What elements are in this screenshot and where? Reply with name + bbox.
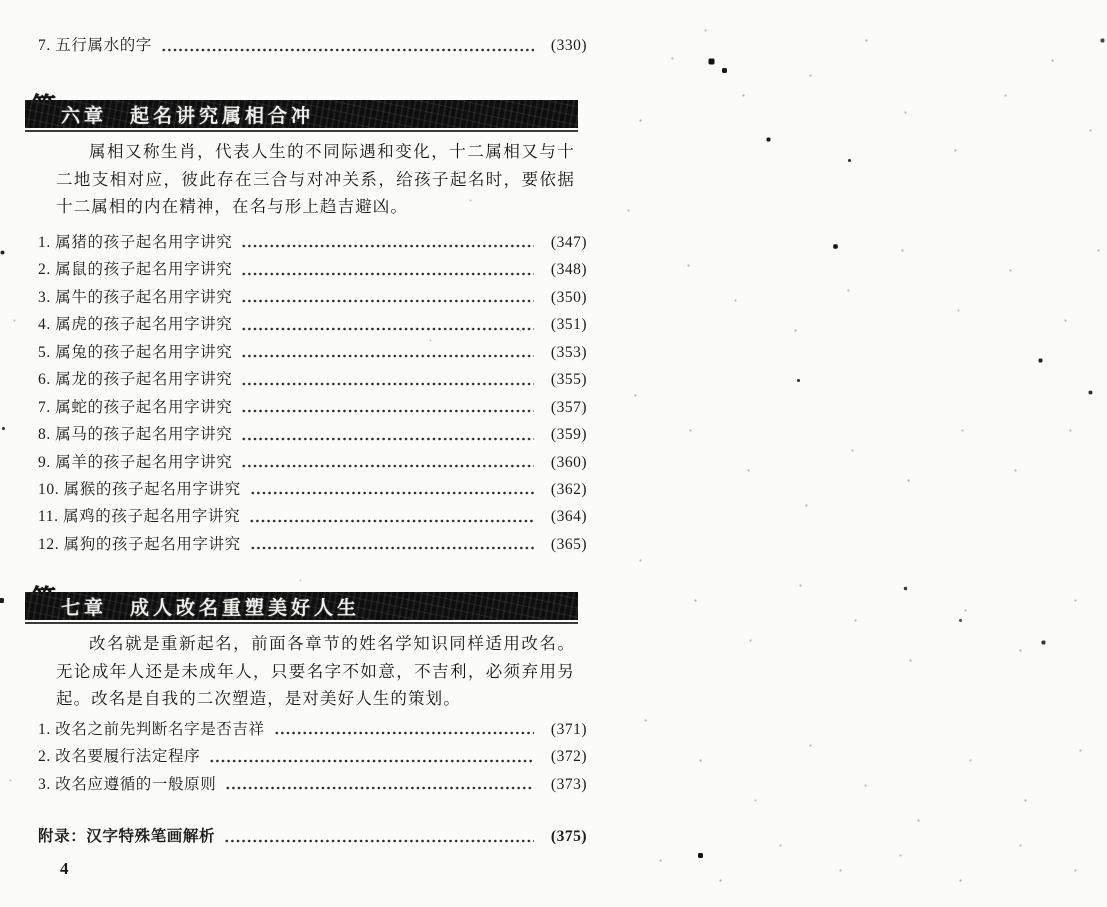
banner-underline bbox=[25, 622, 578, 624]
toc-entry bbox=[38, 740, 587, 767]
appendix-page: (375) bbox=[550, 828, 587, 845]
chapter7-toc-list bbox=[38, 713, 587, 795]
dot-leader bbox=[209, 758, 534, 764]
toc-entry-label: 3. 改名应遵循的一般原则 bbox=[38, 775, 217, 793]
toc-entry-page: (373) bbox=[550, 775, 587, 793]
toc-entry bbox=[38, 33, 587, 57]
dot-leader bbox=[241, 271, 534, 277]
toc-entry-label: 10. 属猴的孩子起名用字讲究 bbox=[38, 480, 241, 498]
toc-entry-page: (330) bbox=[550, 37, 587, 54]
toc-entry-page: (357) bbox=[550, 398, 587, 416]
banner-underline bbox=[25, 130, 578, 132]
toc-entry-page: (362) bbox=[550, 480, 587, 498]
chapter6-title-bar bbox=[25, 100, 578, 128]
dot-leader bbox=[250, 545, 534, 551]
toc-entry-page: (351) bbox=[550, 316, 587, 334]
toc-entry bbox=[38, 253, 587, 280]
toc-entry bbox=[38, 418, 587, 445]
scan-noise bbox=[0, 0, 1, 1]
toc-entry-label: 5. 属兔的孩子起名用字讲究 bbox=[38, 343, 233, 361]
toc-entry-page: (360) bbox=[550, 453, 587, 471]
toc-entry-page: (365) bbox=[550, 535, 587, 553]
toc-entry bbox=[38, 528, 587, 555]
toc-entry-label: 1. 属猪的孩子起名用字讲究 bbox=[38, 234, 233, 251]
appendix-label: 附录：汉字特殊笔画解析 bbox=[38, 828, 216, 845]
toc-entry-page: (348) bbox=[550, 261, 587, 279]
toc-entry-page: (347) bbox=[550, 234, 587, 251]
dot-leader bbox=[224, 838, 534, 844]
chapter6-banner bbox=[25, 100, 578, 132]
toc-entry-label: 6. 属龙的孩子起名用字讲究 bbox=[38, 371, 233, 389]
toc-entry bbox=[38, 336, 587, 363]
toc-entry-label: 12. 属狗的孩子起名用字讲究 bbox=[38, 535, 241, 553]
chapter7-intro: 改名就是重新起名，前面各章节的姓名学知识同样适用改名。无论成年人还是未成年人，只要名字不如意，不吉利，必须弃用另起。改名是自我的二次塑造，是对美好人生的策划。 bbox=[56, 634, 575, 708]
dot-leader bbox=[241, 326, 534, 332]
toc-entry bbox=[38, 308, 587, 335]
toc-entry-label: 1. 改名之前先判断名字是否吉祥 bbox=[38, 721, 265, 738]
toc-entry-label: 3. 属牛的孩子起名用字讲究 bbox=[38, 288, 233, 306]
toc-entry-label: 8. 属马的孩子起名用字讲究 bbox=[38, 426, 233, 444]
toc-entry-page: (372) bbox=[550, 748, 587, 766]
chapter6-title: 六章 起名讲究属相合冲 bbox=[61, 105, 315, 127]
toc-entry-label: 4. 属虎的孩子起名用字讲究 bbox=[38, 316, 233, 334]
page-number: 4 bbox=[60, 859, 70, 878]
dot-leader bbox=[225, 785, 534, 791]
dot-leader bbox=[161, 47, 534, 53]
toc-entry-page: (355) bbox=[550, 371, 587, 389]
dot-leader bbox=[241, 408, 534, 414]
toc-entry-label: 7. 属蛇的孩子起名用字讲究 bbox=[38, 398, 233, 416]
toc-entry-label: 9. 属羊的孩子起名用字讲究 bbox=[38, 453, 233, 471]
dot-leader bbox=[241, 463, 534, 469]
toc-entry bbox=[38, 713, 587, 740]
dot-leader bbox=[241, 298, 534, 304]
toc-entry-page: (371) bbox=[550, 721, 587, 738]
toc-entry bbox=[38, 446, 587, 473]
appendix-entry bbox=[38, 824, 587, 848]
toc-entry bbox=[38, 768, 587, 795]
chapter6-intro: 属相又称生肖，代表人生的不同际遇和变化，十二属相又与十二地支相对应，彼此存在三合与对冲关系，给孩子起名时，要依据十二属相的内在精神，在名与形上趋吉避凶。 bbox=[56, 142, 575, 216]
toc-entry-label: 2. 属鼠的孩子起名用字讲究 bbox=[38, 261, 233, 279]
toc-entry bbox=[38, 473, 587, 500]
chapter7-title: 七章 成人改名重塑美好人生 bbox=[61, 597, 361, 619]
dot-leader bbox=[274, 730, 534, 736]
toc-entry-label: 11. 属鸡的孩子起名用字讲究 bbox=[38, 508, 241, 526]
chapter6-toc-list bbox=[38, 226, 587, 555]
dot-leader bbox=[241, 243, 534, 249]
dot-leader bbox=[241, 436, 534, 442]
toc-entry bbox=[38, 363, 587, 390]
toc-entry bbox=[38, 281, 587, 308]
toc-entry-label: 2. 改名要履行法定程序 bbox=[38, 748, 201, 766]
toc-entry-page: (359) bbox=[550, 426, 587, 444]
dot-leader bbox=[241, 353, 534, 359]
toc-entry-label: 7. 五行属水的字 bbox=[38, 37, 152, 54]
toc-entry-page: (350) bbox=[550, 288, 587, 306]
toc-entry bbox=[38, 500, 587, 527]
toc-entry bbox=[38, 226, 587, 253]
dot-leader bbox=[250, 490, 534, 496]
dot-leader bbox=[249, 518, 534, 524]
toc-entry-page: (364) bbox=[550, 508, 587, 526]
chapter7-banner bbox=[25, 592, 578, 624]
dot-leader bbox=[241, 381, 534, 387]
toc-entry bbox=[38, 391, 587, 418]
chapter7-title-bar bbox=[25, 592, 578, 620]
toc-entry-page: (353) bbox=[550, 343, 587, 361]
